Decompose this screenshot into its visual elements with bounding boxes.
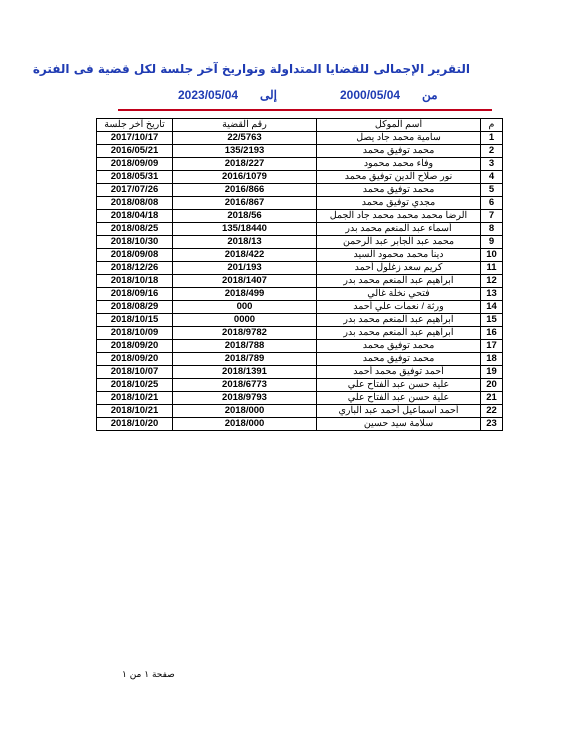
from-label: من [422,88,438,102]
row-number: 9 [481,236,503,249]
case-number-cell: 2016/867 [173,197,317,210]
last-session-date-cell: 2017/10/17 [97,132,173,145]
case-number-cell: 201/193 [173,262,317,275]
case-number-cell: 135/18440 [173,223,317,236]
last-session-date-cell: 2018/09/09 [97,158,173,171]
client-name-cell: ابراهيم عبد المنعم محمد بدر [317,314,481,327]
row-number: 7 [481,210,503,223]
table-row [97,314,503,327]
case-number-cell: 2018/1391 [173,366,317,379]
title-divider [118,109,492,111]
case-number-cell: 2018/6773 [173,379,317,392]
row-number: 11 [481,262,503,275]
last-session-date-cell: 2018/10/21 [97,392,173,405]
row-number: 8 [481,223,503,236]
table-row [97,275,503,288]
table-row [97,288,503,301]
table-row [97,366,503,379]
table-row [97,171,503,184]
table-row [97,210,503,223]
row-number: 17 [481,340,503,353]
row-number: 14 [481,301,503,314]
row-number: 3 [481,158,503,171]
last-session-date-cell: 2018/09/20 [97,353,173,366]
case-number-cell: 2018/789 [173,353,317,366]
case-number-cell: 2018/1407 [173,275,317,288]
table-row [97,236,503,249]
last-session-date-cell: 2018/10/21 [97,405,173,418]
last-session-date-cell: 2018/10/25 [97,379,173,392]
case-number-cell: 2018/499 [173,288,317,301]
client-name-cell: الرضا محمد محمد محمد جاد الجمل [317,210,481,223]
client-name-cell: أحمد اسماعيل أحمد عبد الباري [317,405,481,418]
case-number-cell: 2018/000 [173,418,317,431]
row-number: 22 [481,405,503,418]
cases-table [96,118,503,431]
case-number-cell: 2016/1079 [173,171,317,184]
table-row [97,379,503,392]
header-client-name: أسم الموكل [317,119,481,132]
last-session-date-cell: 2018/04/18 [97,210,173,223]
table-row [97,223,503,236]
client-name-cell: ابراهيم عبد المنعم محمد بدر [317,327,481,340]
row-number: 10 [481,249,503,262]
row-number: 13 [481,288,503,301]
case-number-cell: 2018/000 [173,405,317,418]
last-session-date-cell: 2018/12/26 [97,262,173,275]
last-session-date-cell: 2018/10/09 [97,327,173,340]
case-number-cell: 135/2193 [173,145,317,158]
case-number-cell: 22/5763 [173,132,317,145]
client-name-cell: أسماء عبد المنعم محمد بدر [317,223,481,236]
table-row [97,249,503,262]
case-number-cell: 2018/9782 [173,327,317,340]
last-session-date-cell: 2018/08/29 [97,301,173,314]
client-name-cell: سلامة سيد حسين [317,418,481,431]
row-number: 4 [481,171,503,184]
row-number: 23 [481,418,503,431]
case-number-cell: 2018/422 [173,249,317,262]
client-name-cell: محمد توفيق محمد [317,145,481,158]
row-number: 2 [481,145,503,158]
table-row [97,340,503,353]
client-name-cell: وفاء محمد محمود [317,158,481,171]
row-number: 21 [481,392,503,405]
case-number-cell: 2016/866 [173,184,317,197]
last-session-date-cell: 2018/10/30 [97,236,173,249]
case-number-cell: 2018/788 [173,340,317,353]
table-row [97,327,503,340]
last-session-date-cell: 2018/10/07 [97,366,173,379]
row-number: 18 [481,353,503,366]
table-row [97,418,503,431]
table-row [97,184,503,197]
client-name-cell: ابراهيم عبد المنعم محمد بدر [317,275,481,288]
table-row [97,145,503,158]
client-name-cell: كريم سعد زغلول أحمد [317,262,481,275]
last-session-date-cell: 2016/05/21 [97,145,173,158]
table-row [97,197,503,210]
case-number-cell: 2018/9793 [173,392,317,405]
client-name-cell: علية حسن عبد الفتاح علي [317,392,481,405]
table-header-row [97,119,503,132]
case-number-cell: 2018/227 [173,158,317,171]
last-session-date-cell: 2017/07/26 [97,184,173,197]
row-number: 19 [481,366,503,379]
case-number-cell: 000 [173,301,317,314]
from-date: 2000/05/04 [340,88,401,102]
to-date: 2023/05/04 [178,88,239,102]
client-name-cell: ورثة / نعمات علي أحمد [317,301,481,314]
header-case-number: رقم القضية [173,119,317,132]
table-row [97,405,503,418]
last-session-date-cell: 2018/09/08 [97,249,173,262]
client-name-cell: أحمد توفيق محمد أحمد [317,366,481,379]
client-name-cell: محمد توفيق محمد [317,184,481,197]
last-session-date-cell: 2018/05/31 [97,171,173,184]
table-row [97,158,503,171]
case-number-cell: 0000 [173,314,317,327]
last-session-date-cell: 2018/09/16 [97,288,173,301]
last-session-date-cell: 2018/09/20 [97,340,173,353]
table-row [97,132,503,145]
last-session-date-cell: 2018/08/08 [97,197,173,210]
row-number: 12 [481,275,503,288]
client-name-cell: علية حسن عبد الفتاح علي [317,379,481,392]
client-name-cell: نور صلاح الدين توفيق محمد [317,171,481,184]
last-session-date-cell: 2018/08/25 [97,223,173,236]
client-name-cell: فتحي نخلة غالي [317,288,481,301]
row-number: 16 [481,327,503,340]
header-num: م [481,119,503,132]
report-title: التقرير الإجمالى للقضايا المتداولة وتواريخ آخر جلسة لكل قضية فى الفترة [32,62,470,76]
last-session-date-cell: 2018/10/15 [97,314,173,327]
table-row [97,392,503,405]
header-last-session-date: تاريخ آخر جلسة [97,119,173,132]
last-session-date-cell: 2018/10/20 [97,418,173,431]
client-name-cell: سامية محمد جاد يصل [317,132,481,145]
client-name-cell: دينا محمد محمود السيد [317,249,481,262]
client-name-cell: مجدي توفيق محمد [317,197,481,210]
client-name-cell: محمد توفيق محمد [317,340,481,353]
page-number: صفحة ١ من ١ [122,670,175,680]
client-name-cell: محمد توفيق محمد [317,353,481,366]
row-number: 15 [481,314,503,327]
last-session-date-cell: 2018/10/18 [97,275,173,288]
case-number-cell: 2018/13 [173,236,317,249]
table-row [97,301,503,314]
client-name-cell: محمد عبد الجابر عبد الرحمن [317,236,481,249]
row-number: 1 [481,132,503,145]
case-number-cell: 2018/56 [173,210,317,223]
row-number: 5 [481,184,503,197]
to-label: إلى [260,88,277,102]
table-row [97,353,503,366]
table-row [97,262,503,275]
row-number: 6 [481,197,503,210]
row-number: 20 [481,379,503,392]
